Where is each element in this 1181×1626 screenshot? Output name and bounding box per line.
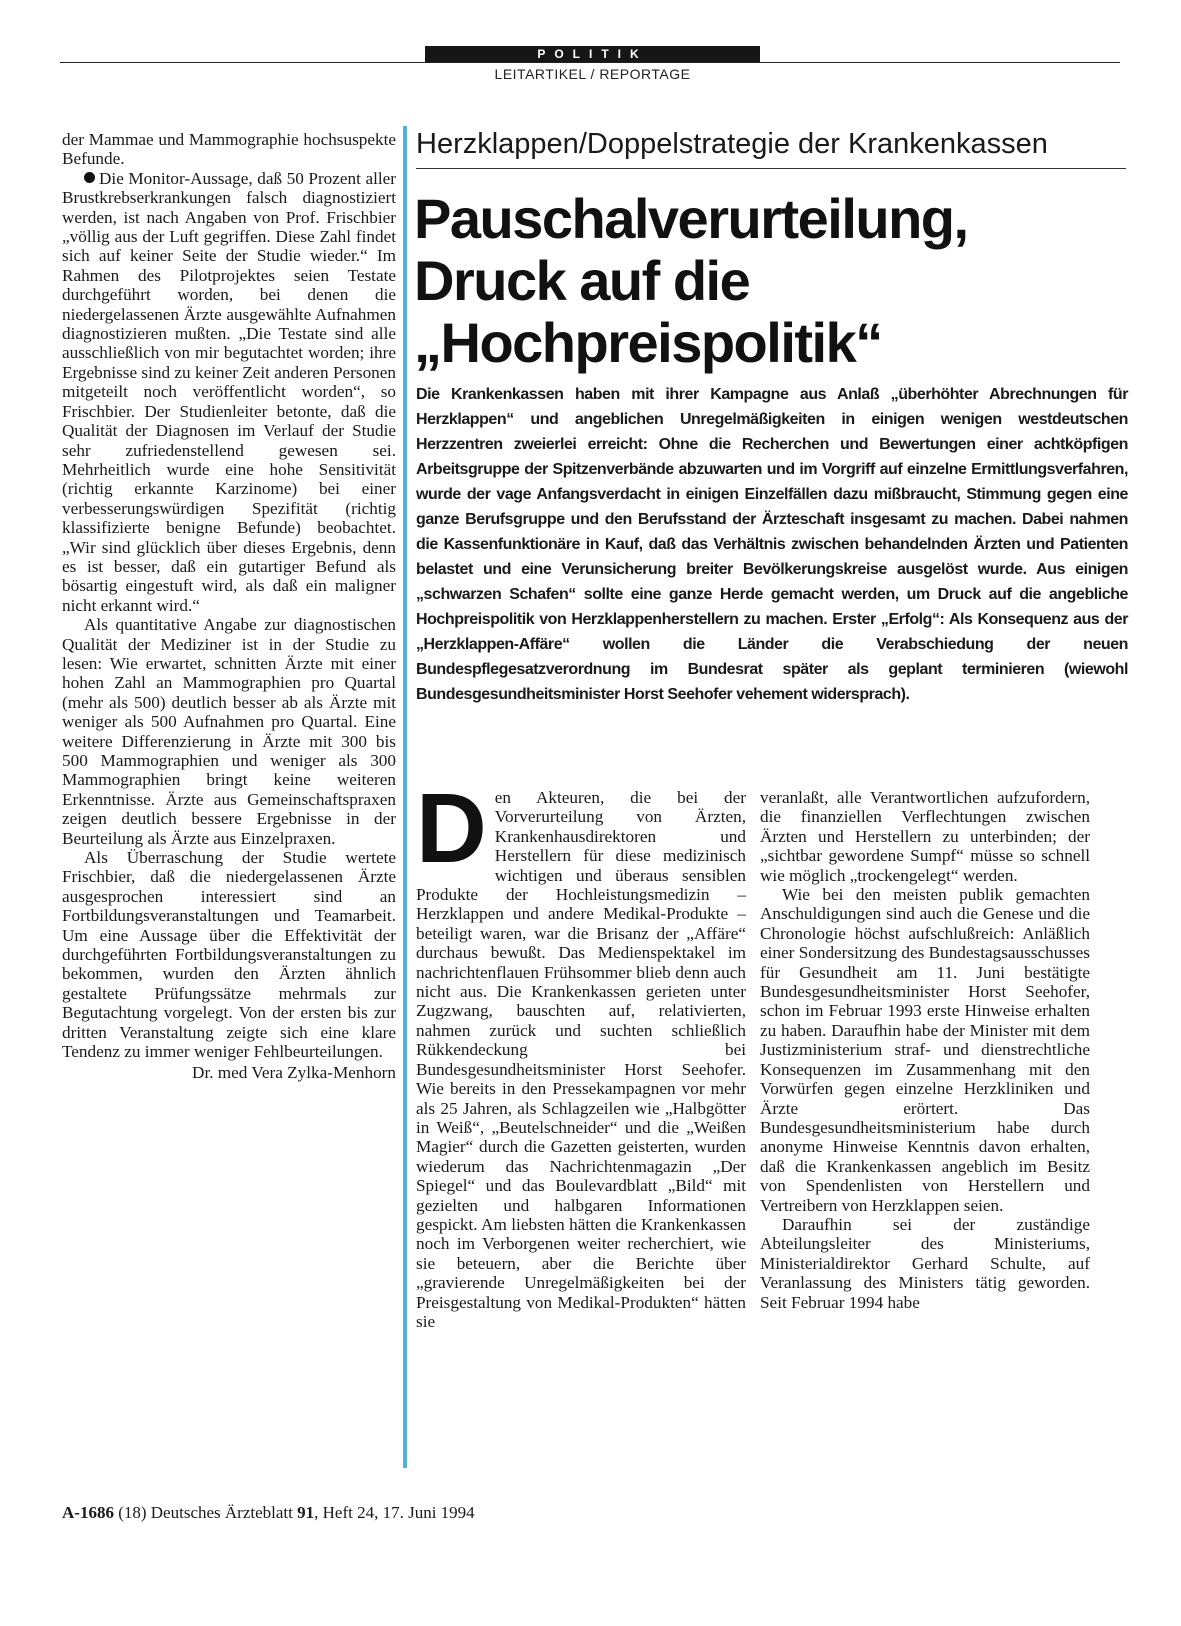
journal-issue: , Heft 24, 17. Juni 1994: [314, 1503, 475, 1522]
article-kicker: Herzklappen/Doppelstrategie der Krankenkassen: [416, 128, 1126, 169]
middle-column: [416, 773, 746, 1331]
page-number: A-1686: [62, 1503, 114, 1522]
header-rule: [60, 62, 1120, 63]
right-paragraph-1: veranlaßt, alle Verantwortlichen aufzufordern, die finanziellen Verflechtungen zwischen Ärzten und Herstellern zu unterbinden; der „sichtbar gewordene Sumpf“ müsse so schnell wie möglich „trockengelegt“ werden.: [760, 788, 1090, 885]
right-paragraph-3: Daraufhin sei der zuständige Abteilungsleiter des Ministeriums, Ministerialdirektor Gerhard Schulte, auf Veranlassung des Ministers tätig geworden. Seit Februar 1994 habe: [760, 1214, 1090, 1312]
left-paragraph-2-text: Die Monitor-Aussage, daß 50 Prozent aller Brustkrebserkrankungen falsch diagnostiziert werden, ist nach Angaben von Prof. Frischbier „völlig aus der Luft gegriffen. Diese Zahl findet sich auf keiner Seite der Studie wieder.“ Im Rahmen des Pilotprojektes seien Testate durchgeführt worden, bei denen die niedergelassenen Ärzte ausgewählte Aufnahmen diagnostizieren mußten. „Die Testate sind alle ausschließlich von mir begutachtet worden; ihre Ergebnisse sind zu keiner Zeit anderen Personen mitgeteilt noch veröffentlicht worden“, so Frischbier. Der Studienleiter betonte, daß die Qualität der Diagnosen im Verlauf der Studie sehr zufriedenstellend gewesen sei. Mehrheitlich wurde eine hohe Sensitivität (richtig erkannte Karzinome) bei einer verbesserungswürdigen Spezifität (richtig klassifizierte benigne Befunde) beobachtet. „Wir sind glücklich über dieses Ergebnis, denn es ist besser, daß ein gutartiger Befund als bösartig eingestuft wird, als daß ein maligner nicht erkannt wird.“: [62, 168, 396, 615]
left-paragraph-1: der Mammae und Mammographie hochsuspekte Befunde.: [62, 130, 396, 169]
subsection-label: LEITARTIKEL / REPORTAGE: [494, 66, 691, 82]
journal-name: Deutsches Ärzteblatt: [150, 1503, 293, 1522]
middle-body-text: en Akteuren, die bei der Vorverurteilung von Ärzten, Krankenhausdirektoren und Herstellern für diese medizinisch wichtigen und überaus sensiblen Produkte der Hochleistungsmedizin – Herzklappen und andere Medikal-Produkte – beteiligt waren, war die Brisanz der „Affäre“ durchaus bewußt. Das Medienspektakel im nachrichtenflauen Frühsommer blieb denn auch nicht aus. Die Krankenkassen gerieten unter Zugzwang, bauschten auf, relativierten, nahmen zurück und suchten schließlich Rükkendeckung bei Bundesgesundheitsminister Horst Seehofer. Wie bereits in den Pressekampagnen vor mehr als 25 Jahren, als Schlagzeilen wie „Halbgötter in Weiß“, „Beutelschneider“ und die „Weißen Magier“ durch die Gazetten geisterten, wurden wiederum das Nachrichtenmagazin „Der Spiegel“ und das Boulevardblatt „Bild“ mit gezielten und halbgaren Informationen gespickt. Am liebsten hätten die Krankenkassen noch im Verborgenen weiter recherchiert, wie sie beteuern, aber die Berichte über „gravierende Unregelmäßigkeiten bei der Preisgestaltung von Medikal-Produkten“ hätten sie: [416, 788, 746, 1331]
headline-line-2: Druck auf die: [414, 249, 750, 312]
accent-divider: [403, 126, 407, 1468]
article-headline: [414, 188, 1134, 374]
page-footer: [62, 1503, 475, 1523]
headline-line-3: „Hochpreispolitik“: [414, 311, 882, 374]
headline-line-1: Pauschalverurteilung,: [414, 187, 968, 250]
left-column: [62, 130, 396, 1082]
bullet-icon: [84, 172, 95, 183]
left-paragraph-2: [62, 169, 396, 615]
right-paragraph-2: Wie bei den meisten publik gemachten Anschuldigungen sind auch die Genese und die Chronologie höchst aufschlußreich: Anläßlich einer Sondersitzung des Bundestagsausschusses für Gesundheit am 11. Juni bestätigte Bundesgesundheitsminister Horst Seehofer, schon im Februar 1993 erste Hinweise erhalten zu haben. Daraufhin habe der Minister mit dem Justizministerium straf- und dienstrechtliche Konsequenzen im Zusammenhang mit den Vorwürfen gegen einzelne Herzkliniken und Ärzte erörtert. Das Bundesgesundheitsministerium habe durch anonyme Hinweise Kenntnis davon erhalten, daß die Krankenkassen angeblich im Besitz von Spendenlisten von Herstellern und Vertreibern von Herzklappen seien.: [760, 885, 1090, 1215]
page-number-local: (18): [118, 1503, 147, 1522]
journal-volume: 91: [297, 1503, 315, 1522]
author-signature: Dr. med Vera Zylka-Menhorn: [192, 1062, 396, 1082]
right-column: [760, 788, 1090, 1312]
left-paragraph-3: Als quantitative Angabe zur diagnostischen Qualität der Mediziner ist in der Studie zu lesen: Wie erwartet, schnitten Ärzte mit einer hohen Zahl an Mammographien pro Quartal (mehr als 500) deutlich besser ab als Ärzte mit weniger als 500 Aufnahmen pro Quartal. Eine weitere Differenzierung in Ärzte mit 300 bis 500 Mammographien und weniger als 300 Mammographien bringt keine weiteren Erkenntnisse. Ärzte aus Gemeinschaftspraxen zeigen deutlich bessere Ergebnisse in der Beurteilung als Ärzte aus Einzelpraxen.: [62, 615, 396, 848]
section-label: POLITIK: [425, 46, 760, 62]
lead-text: Die Krankenkassen haben mit ihrer Kampagne aus Anlaß „überhöhter Abrechnungen für Herzklappen“ und angeblichen Unregelmäßigkeiten in einigen wenigen westdeutschen Herzzentren zweierlei erreicht: Ohne die Recherchen und Bewertungen einer achtköpfigen Arbeitsgruppe der Spitzenverbände abzuwarten und im Vorgriff auf einzelne Ermittlungsverfahren, wurde der vage Anfangsverdacht in einigen Einzelfällen dazu mißbraucht, Stimmung gegen eine ganze Berufsgruppe und den Berufsstand der Ärzteschaft insgesamt zu machen. Dabei nahmen die Kassenfunktionäre in Kauf, daß das Verhältnis zwischen behandelnden Ärzten und Patienten belastet und eine Verunsicherung breiter Bevölkerungskreise ausgelöst wurde. Aus einigen „schwarzen Schafen“ sollte eine ganze Herde gemacht werden, um Druck auf die angebliche Hochpreispolitik von Herzklappenherstellern zu machen. Erster „Erfolg“: Als Konsequenz aus der „Herzklappen-Affäre“ wollen die Länder die Verabschiedung der neuen Bundespflegesatzverordnung im Bundesrat später als geplant terminieren (wiewohl Bundesgesundheitsminister Horst Seehofer vehement widersprach).: [416, 386, 1128, 703]
drop-cap: D: [416, 773, 487, 883]
left-paragraph-4: Als Überraschung der Studie wertete Frischbier, daß die niedergelassenen Ärzte ausgesprochen interessiert sind an Fortbildungsveranstaltungen und Teamarbeit. Um eine Aussage über die Effektivität der durchgeführten Fortbildungsveranstaltungen zu bekommen, wurden den Ärzten ähnlich gestaltete Prüfungssätze mehrmals zur Begutachtung vorgelegt. Von der ersten bis zur dritten Veranstaltung zeigte sich eine klare Tendenz zu immer weniger Fehlbeurteilungen.: [62, 848, 396, 1062]
article-lead: [416, 382, 1128, 707]
